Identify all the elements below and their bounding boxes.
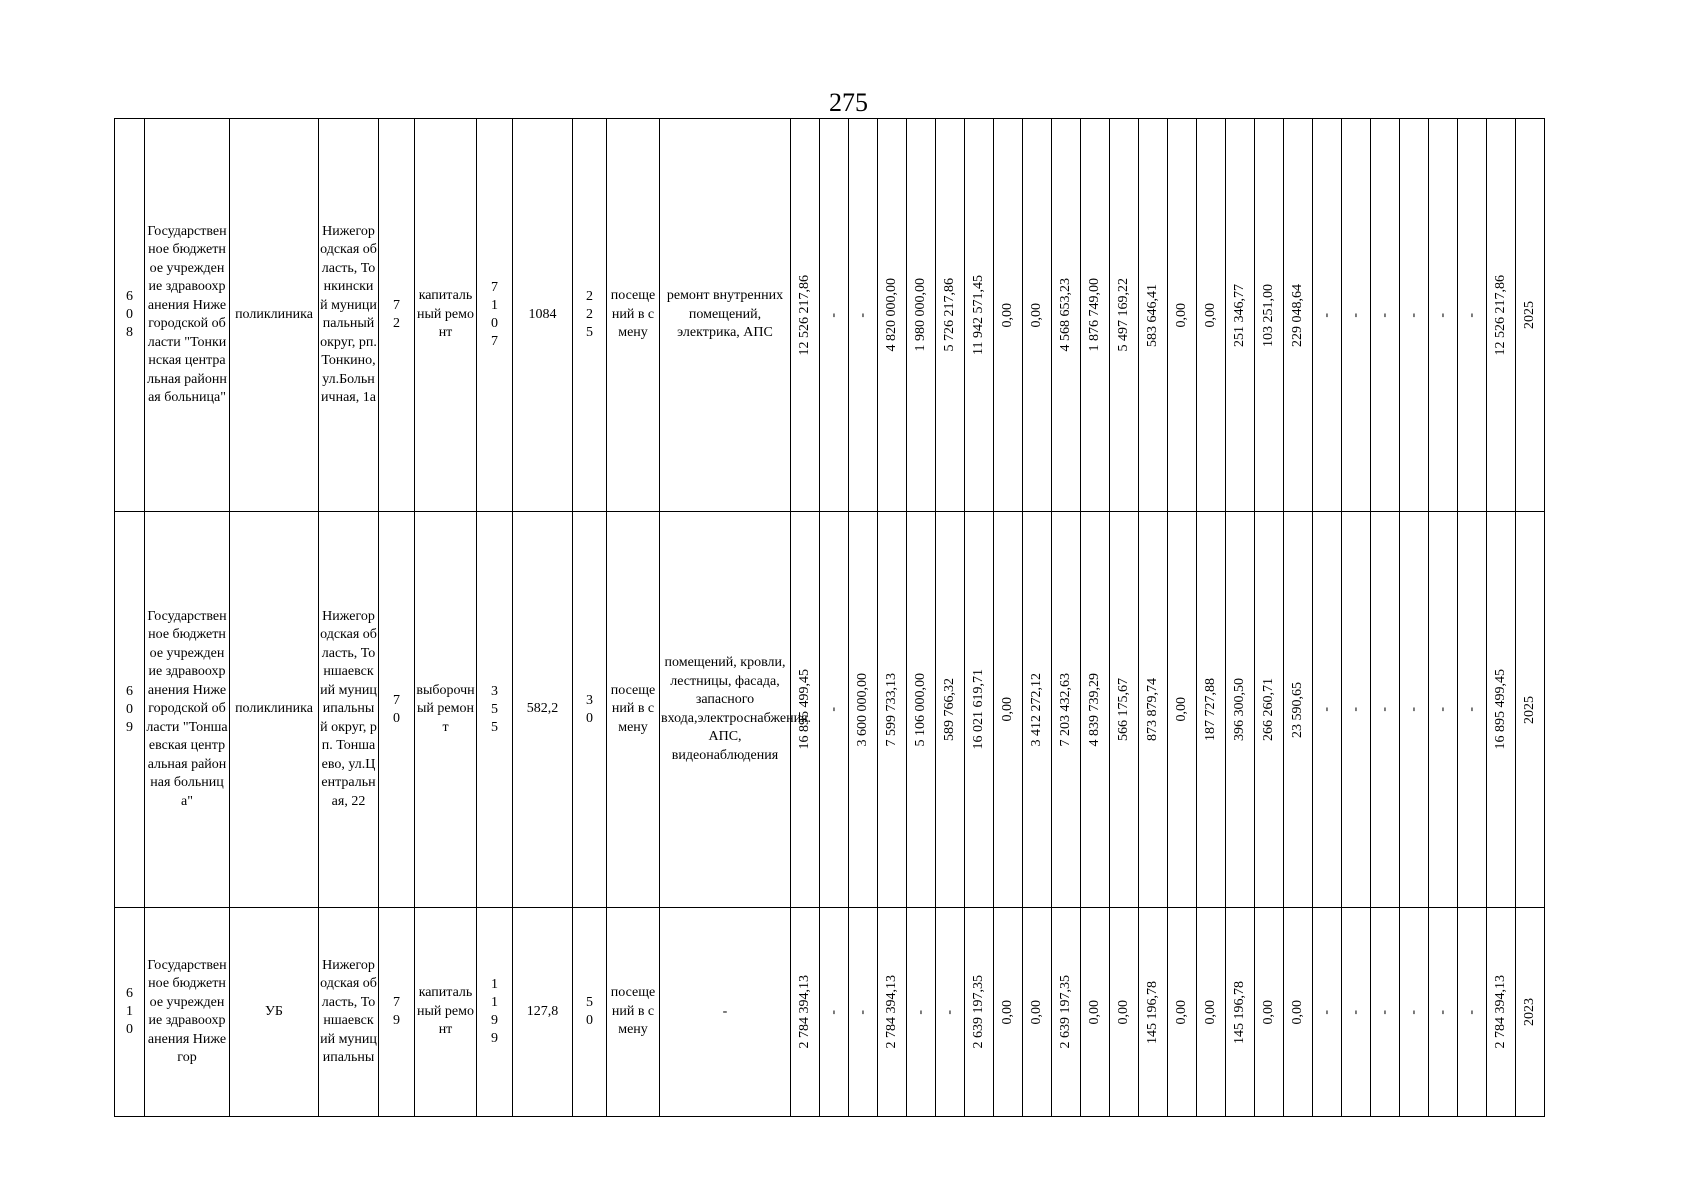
value-text: 0,00 [1203,302,1218,328]
value-text: 3 600 000,00 [855,672,870,747]
capacity-unit [607,908,660,1117]
capacity-char: 5 [586,995,593,1010]
value-cell [965,119,994,512]
value-text: - [855,1009,870,1015]
value-text: - [1464,707,1479,712]
year-built-char: 9 [491,1013,498,1028]
value-cell [849,908,878,1117]
capacity-unit-text: посещений в смену [610,985,656,1038]
value-text: 7 599 733,13 [884,672,899,747]
institution-name-text: Государственное бюджетное учреждение здравоохранения Нижегородской области "Тоншаевская центральная районная больница" [146,608,228,809]
value-cell [965,512,994,908]
value-text: 873 879,74 [1145,678,1160,741]
work-type [415,908,477,1117]
value-cell [1400,908,1429,1117]
value-cell [1400,512,1429,908]
value-cell [1023,512,1052,908]
object-address [319,908,379,1117]
value-text: 3 412 272,12 [1029,672,1044,747]
value-cell [994,512,1023,908]
value-cell [1110,512,1139,908]
year-built-char: 1 [491,298,498,313]
object-address-text: Нижегородская область, Тоншаевский муниципальны [320,957,377,1065]
value-text: 187 727,88 [1203,678,1218,741]
capacity-char: 0 [586,1013,593,1028]
year-built-char: 5 [491,701,498,717]
value-cell [1429,512,1458,908]
value-text: 0,00 [1000,302,1015,328]
object-address-text: Нижегородская область, Тонкинский муниципальный округ, рп. Тонкино, ул.Больничная, 1а [320,223,377,405]
capacity-char: 0 [586,710,593,726]
work-type-text: капитальный ремонт [417,288,474,341]
value-cell [1516,908,1545,1117]
work-type-text: выборочный ремонт [416,682,475,735]
value-text: 0,00 [1000,999,1015,1025]
value-cell [936,908,965,1117]
year-built [477,908,513,1117]
value-cell [965,908,994,1117]
value-cell [1081,119,1110,512]
value-cell [1052,908,1081,1117]
value-text: - [826,1009,841,1015]
value-text: 2025 [1522,301,1537,329]
value-text: - [826,707,841,712]
value-text: 2023 [1522,998,1537,1026]
value-cell [1197,119,1226,512]
value-text: - [1377,1009,1392,1015]
value-text: - [1377,312,1392,318]
capacity [573,119,607,512]
row-number [115,119,145,512]
row-number [115,908,145,1117]
row-number-char: 0 [126,307,133,322]
value-text: 0,00 [1174,302,1189,328]
value-cell [936,512,965,908]
capacity-unit-text: посещений в смену [610,288,656,341]
value-cell [1313,908,1342,1117]
value-text: - [1406,1009,1421,1015]
year-built-char: 7 [491,280,498,295]
year-built-char: 5 [491,719,498,735]
value-text: 12 526 217,86 [1493,274,1508,356]
work-type [415,119,477,512]
value-cell [820,908,849,1117]
value-cell [1168,908,1197,1117]
year-built-char: 1 [491,977,498,992]
value-text: 5 106 000,00 [913,672,928,747]
value-cell [878,512,907,908]
works-description [660,119,791,512]
wear-percent-char: 7 [393,298,400,313]
value-text: - [942,1009,957,1015]
value-cell [1371,908,1400,1117]
value-text: 16 021 619,71 [971,669,986,750]
row-number-char: 6 [126,683,133,699]
value-text: 1 980 000,00 [913,278,928,352]
area-text: 127,8 [526,1003,559,1019]
value-text: - [1348,312,1363,318]
object-address-text: Нижегородская область, Тоншаевский муниципальный округ, рп. Тоншаево, ул.Центральная, 22 [320,608,377,809]
value-text: 12 526 217,86 [797,274,812,356]
value-cell [1081,512,1110,908]
area-text: 582,2 [526,701,559,717]
value-text: 23 590,65 [1290,681,1305,738]
year-built-char: 0 [491,316,498,331]
wear-percent-char: 7 [393,995,400,1010]
wear-percent-char: 2 [393,316,400,331]
value-text: 396 300,50 [1232,678,1247,741]
value-text: 0,00 [1116,999,1131,1025]
value-cell [1052,119,1081,512]
value-cell [1313,512,1342,908]
value-text: - [826,312,841,318]
work-type [415,512,477,908]
value-cell [907,119,936,512]
value-text: 5 497 169,22 [1116,278,1131,352]
value-cell [1458,512,1487,908]
value-text: - [913,1009,928,1015]
object-name [230,119,319,512]
year-built [477,512,513,908]
value-text: 103 251,00 [1261,283,1276,347]
value-text: 2 784 394,13 [797,975,812,1049]
wear-percent-char: 0 [393,710,400,726]
value-text: - [1348,1009,1363,1015]
value-cell [1342,908,1371,1117]
value-cell [1487,512,1516,908]
value-cell [1429,119,1458,512]
value-cell [1255,908,1284,1117]
work-type-text: капитальный ремонт [417,985,474,1038]
value-text: 11 942 571,45 [971,275,986,355]
row-number-char: 0 [126,701,133,717]
value-cell [1139,512,1168,908]
page-number: 275 [829,88,868,117]
value-cell [1226,512,1255,908]
value-text: - [1319,707,1334,712]
value-cell [1342,119,1371,512]
value-text: 2 784 394,13 [1493,975,1508,1049]
area [513,908,573,1117]
value-cell [1197,908,1226,1117]
value-text: 1 876 749,00 [1087,278,1102,352]
year-built [477,119,513,512]
capacity-unit [607,512,660,908]
row-number [115,512,145,908]
value-cell [907,908,936,1117]
value-text: - [1435,312,1450,318]
works-description-text: - [722,1003,728,1019]
value-cell [1226,119,1255,512]
value-cell [1226,908,1255,1117]
value-text: - [1348,707,1363,712]
works-description-text: помещений, кровли, лестницы, фасада, запасного входа,электроснабжения. АПС, видеонаблюдения [661,655,812,763]
value-text: 0,00 [1174,999,1189,1025]
object-name [230,512,319,908]
value-cell [791,908,820,1117]
year-built-char: 3 [491,683,498,699]
value-text: - [855,312,870,318]
value-cell [1284,512,1313,908]
value-cell [994,119,1023,512]
row-number-char: 9 [126,719,133,735]
works-description [660,908,791,1117]
value-text: 2025 [1522,695,1537,724]
value-text: 16 895 499,45 [1493,669,1508,750]
value-cell [1168,512,1197,908]
value-text: 0,00 [1087,999,1102,1025]
value-cell [994,908,1023,1117]
object-name-text: поликлиника [235,701,313,717]
works-description-text: ремонт внутренних помещений, электрика, АПС [666,288,784,341]
capacity-char: 3 [586,692,593,708]
value-text: - [1406,312,1421,318]
value-text: 0,00 [1029,302,1044,328]
area [513,119,573,512]
value-text: 7 203 432,63 [1058,672,1073,747]
capacity [573,512,607,908]
value-text: 0,00 [1000,697,1015,722]
value-text: 566 175,67 [1116,678,1131,741]
value-cell [1516,119,1545,512]
area-text: 1084 [528,306,557,322]
table-row [115,512,1545,908]
value-text: 266 260,71 [1261,678,1276,741]
value-text: - [1406,707,1421,712]
value-cell [1110,908,1139,1117]
value-text: 229 048,64 [1290,283,1305,347]
value-cell [936,119,965,512]
value-cell [1052,512,1081,908]
value-cell [1284,119,1313,512]
capacity-char: 2 [586,307,593,322]
row-number-char: 0 [126,1022,133,1037]
value-cell [1139,908,1168,1117]
capacity-char: 2 [586,289,593,304]
value-cell [1458,908,1487,1117]
wear-percent-char: 9 [393,1013,400,1028]
value-cell [1168,119,1197,512]
value-text: - [1464,1009,1479,1015]
institution-name-text: Государственное бюджетное учреждение здравоохранения Нижегородской области "Тонкинская центральная районная больница" [147,223,227,405]
institution-name [145,119,230,512]
value-cell [1458,119,1487,512]
value-text: 589 766,32 [942,678,957,741]
year-built-char: 1 [491,995,498,1010]
value-cell [1023,908,1052,1117]
value-text: - [1377,707,1392,712]
value-cell [1284,908,1313,1117]
row-number-char: 8 [126,325,133,340]
value-cell [849,512,878,908]
value-cell [1139,119,1168,512]
wear-percent [379,908,415,1117]
wear-percent [379,119,415,512]
data-table [114,118,1545,1117]
capacity-char: 5 [586,325,593,340]
object-name-text: поликлиника [235,306,313,322]
value-text: 2 639 197,35 [1058,975,1073,1049]
value-cell [1197,512,1226,908]
value-text: 583 646,41 [1145,283,1160,347]
value-text: - [1435,1009,1450,1015]
value-cell [820,119,849,512]
value-text: 4 820 000,00 [884,278,899,352]
object-name-text: УБ [265,1003,283,1019]
area [513,512,573,908]
value-text: 2 639 197,35 [971,975,986,1049]
institution-name-text: Государственное бюджетное учреждение здравоохранения Нижегор [147,957,227,1065]
value-cell [878,119,907,512]
value-text: - [1464,312,1479,318]
value-cell [1081,908,1110,1117]
capacity-unit [607,119,660,512]
capacity-unit-text: посещений в смену [610,682,656,735]
institution-name [145,908,230,1117]
value-cell [1110,119,1139,512]
year-built-char: 9 [491,1031,498,1046]
wear-percent-char: 7 [393,692,400,708]
value-text: 0,00 [1203,999,1218,1025]
value-cell [1313,119,1342,512]
value-text: - [1319,1009,1334,1015]
year-built-char: 7 [491,334,498,349]
value-text: - [1319,312,1334,318]
value-cell [1342,512,1371,908]
value-text: 145 196,78 [1232,980,1247,1044]
row-number-char: 1 [126,1004,133,1019]
value-cell [907,512,936,908]
value-text: 16 895 499,45 [797,669,812,750]
value-cell [849,119,878,512]
value-cell [1255,119,1284,512]
value-cell [791,512,820,908]
value-cell [820,512,849,908]
value-cell [1371,512,1400,908]
value-text: 4 839 739,29 [1087,672,1102,747]
value-text: 5 726 217,86 [942,278,957,352]
value-text: 0,00 [1174,697,1189,722]
object-address [319,512,379,908]
institution-name [145,512,230,908]
row-number-char: 6 [126,986,133,1001]
value-cell [878,908,907,1117]
value-text: - [1435,707,1450,712]
table-row [115,119,1545,512]
value-cell [1487,119,1516,512]
value-cell [1371,119,1400,512]
value-text: 145 196,78 [1145,980,1160,1044]
value-text: 251 346,77 [1232,283,1247,347]
value-cell [1023,119,1052,512]
value-text: 0,00 [1029,999,1044,1025]
value-cell [1516,512,1545,908]
value-cell [1255,512,1284,908]
value-cell [1487,908,1516,1117]
object-name [230,908,319,1117]
value-text: 0,00 [1290,999,1305,1025]
capacity [573,908,607,1117]
object-address [319,119,379,512]
value-cell [791,119,820,512]
table-row [115,908,1545,1117]
value-cell [1400,119,1429,512]
value-text: 2 784 394,13 [884,975,899,1049]
wear-percent [379,512,415,908]
value-text: 4 568 653,23 [1058,278,1073,352]
row-number-char: 6 [126,289,133,304]
value-text: 0,00 [1261,999,1276,1025]
value-cell [1429,908,1458,1117]
